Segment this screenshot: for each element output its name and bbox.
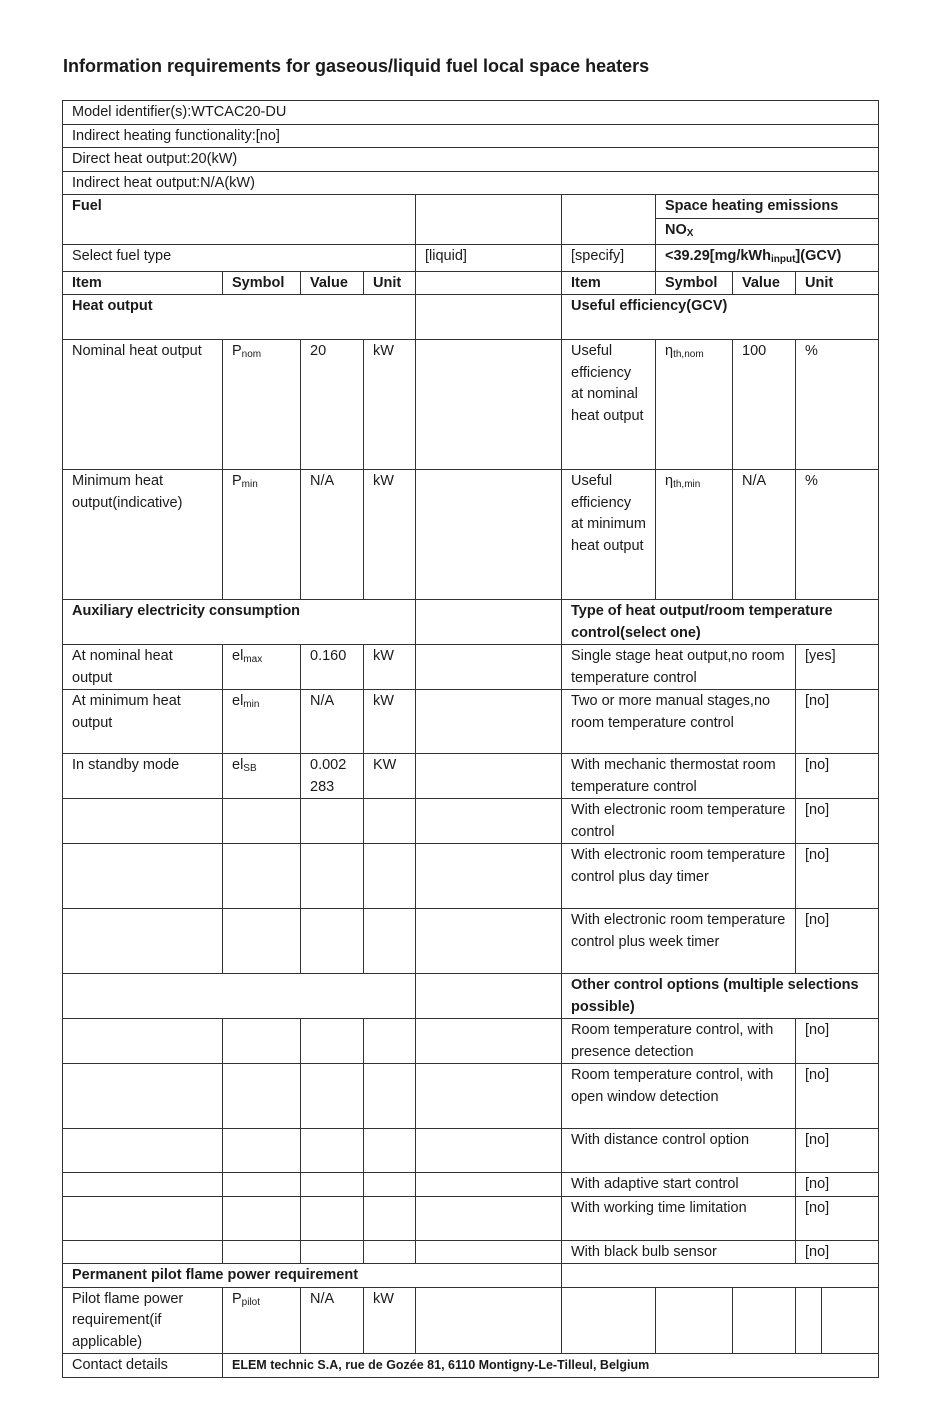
minimum-efficiency-value: N/A (733, 470, 796, 600)
row-blank (416, 844, 562, 909)
aux-value: 0.002 283 (301, 754, 364, 799)
control-option-value: [yes] (796, 645, 879, 690)
blank-cell (223, 1064, 301, 1129)
blank-cell (223, 799, 301, 844)
contact-details-label: Contact details (63, 1354, 223, 1378)
control-option-label: With mechanic thermostat room temperature control (562, 754, 796, 799)
fuel-label: Fuel (63, 195, 416, 245)
direct-heat-output: Direct heat output:20(kW) (63, 148, 879, 172)
row-blank (416, 799, 562, 844)
control-option-value: [no] (796, 799, 879, 844)
aux-unit: kW (364, 645, 416, 690)
other-control-label: With distance control option (562, 1129, 796, 1173)
blank-cell (63, 1240, 223, 1264)
minimum-heat-output-unit: kW (364, 470, 416, 600)
nominal-efficiency-value: 100 (733, 340, 796, 470)
blank-cell (301, 1019, 364, 1064)
minimum-heat-output-item: Minimum heat output(indicative) (63, 470, 223, 600)
control-type-label: Type of heat output/room temperature control(select one) (562, 600, 879, 645)
header-symbol: Symbol (223, 271, 301, 295)
other-control-label: Room temperature control, with presence detection (562, 1019, 796, 1064)
header-unit-2: Unit (796, 271, 879, 295)
nominal-heat-output-unit: kW (364, 340, 416, 470)
minimum-heat-output-value: N/A (301, 470, 364, 600)
blank-cell (364, 1240, 416, 1264)
information-table (62, 100, 879, 1378)
blank-cell (63, 844, 223, 909)
blank-cell (301, 1240, 364, 1264)
other-controls-blank (63, 974, 416, 1019)
pilot-blank (796, 1287, 822, 1354)
aux-item: At minimum heat output (63, 690, 223, 754)
nox-label: $NO_X$ (656, 218, 879, 245)
blank-cell (63, 1019, 223, 1064)
blank-cell (223, 1240, 301, 1264)
aux-value: 0.160 (301, 645, 364, 690)
blank-cell (301, 1196, 364, 1240)
blank-cell (301, 844, 364, 909)
pilot-blank (822, 1287, 879, 1354)
minimum-blank (416, 470, 562, 600)
blank-cell (63, 1196, 223, 1240)
header-item: Item (63, 271, 223, 295)
header-symbol-2: Symbol (656, 271, 733, 295)
pilot-flame-item: Pilot flame power requirement(if applicable) (63, 1287, 223, 1354)
nominal-efficiency-item: Useful efficiency at nominal heat output (562, 340, 656, 470)
heat-output-blank (416, 295, 562, 340)
blank-cell (223, 1173, 301, 1197)
aux-symbol: $el_{min}$ (223, 690, 301, 754)
aux-value: N/A (301, 690, 364, 754)
specify-value: [specify] (562, 245, 656, 272)
header-blank (416, 271, 562, 295)
pilot-flame-symbol: $P_{pilot}$ (223, 1287, 301, 1354)
fuel-type-value: [liquid] (416, 245, 562, 272)
other-control-value: [no] (796, 1196, 879, 1240)
blank-cell (364, 799, 416, 844)
control-option-label: Two or more manual stages,no room temperature control (562, 690, 796, 754)
other-controls-label: Other control options (multiple selections possible) (562, 974, 879, 1019)
pilot-flame-unit: kW (364, 1287, 416, 1354)
nominal-efficiency-unit: % (796, 340, 879, 470)
blank-cell (364, 1129, 416, 1173)
blank-cell (364, 844, 416, 909)
blank-cell (364, 1196, 416, 1240)
pilot-blank (733, 1287, 796, 1354)
row-blank (416, 1240, 562, 1264)
blank-cell (223, 1019, 301, 1064)
other-control-label: Room temperature control, with open window detection (562, 1064, 796, 1129)
row-blank (416, 690, 562, 754)
other-control-value: [no] (796, 1240, 879, 1264)
blank-cell (301, 909, 364, 974)
blank-cell (223, 1129, 301, 1173)
blank-cell (63, 909, 223, 974)
pilot-blank (416, 1287, 562, 1354)
header-value-2: Value (733, 271, 796, 295)
blank-cell (301, 1173, 364, 1197)
blank-cell (364, 1173, 416, 1197)
pilot-blank (656, 1287, 733, 1354)
header-unit: Unit (364, 271, 416, 295)
nominal-blank (416, 340, 562, 470)
row-blank (416, 1173, 562, 1197)
page-title: Information requirements for gaseous/liquid fuel local space heaters (63, 56, 650, 76)
minimum-efficiency-item: Useful efficiency at minimum heat output (562, 470, 656, 600)
blank-cell (364, 1019, 416, 1064)
row-blank (416, 974, 562, 1019)
control-option-value: [no] (796, 754, 879, 799)
other-control-value: [no] (796, 1064, 879, 1129)
heat-output-label: Heat output (63, 295, 416, 340)
control-option-value: [no] (796, 844, 879, 909)
other-control-value: [no] (796, 1129, 879, 1173)
blank-cell (301, 1129, 364, 1173)
fuel-blank (416, 195, 562, 245)
minimum-heat-output-symbol: $P_{min}$ (223, 470, 301, 600)
row-blank (416, 754, 562, 799)
select-fuel-type-label: Select fuel type (63, 245, 416, 272)
other-control-label: With adaptive start control (562, 1173, 796, 1197)
header-item-2: Item (562, 271, 656, 295)
auxiliary-electricity-label: Auxiliary electricity consumption (63, 600, 416, 645)
blank-cell (301, 799, 364, 844)
blank-cell (364, 909, 416, 974)
row-blank (416, 645, 562, 690)
blank-cell (63, 1173, 223, 1197)
blank-cell (223, 1196, 301, 1240)
indirect-heat-output: Indirect heat output:N/A(kW) (63, 171, 879, 195)
row-blank (416, 1019, 562, 1064)
control-option-label: Single stage heat output,no room temperature control (562, 645, 796, 690)
minimum-efficiency-symbol: $\eta_{th,min}$ (656, 470, 733, 600)
blank-cell (63, 1064, 223, 1129)
aux-unit: KW (364, 754, 416, 799)
other-control-label: With working time limitation (562, 1196, 796, 1240)
blank-cell (223, 909, 301, 974)
nominal-efficiency-symbol: $\eta_{th,nom}$ (656, 340, 733, 470)
aux-symbol: $el_{max}$ (223, 645, 301, 690)
blank-cell (364, 1064, 416, 1129)
row-blank (416, 1064, 562, 1129)
row-blank (416, 909, 562, 974)
useful-efficiency-label: Useful efficiency(GCV) (562, 295, 879, 340)
blank-cell (63, 1129, 223, 1173)
control-option-label: With electronic room temperature control plus day timer (562, 844, 796, 909)
aux-item: At nominal heat output (63, 645, 223, 690)
pilot-flame-label: Permanent pilot flame power requirement (63, 1264, 562, 1288)
aux-symbol: $el_{SB}$ (223, 754, 301, 799)
control-option-value: [no] (796, 690, 879, 754)
pilot-label-blank (562, 1264, 879, 1288)
pilot-flame-value: N/A (301, 1287, 364, 1354)
space-heating-emissions-header: Space heating emissions (656, 195, 879, 219)
aux-unit: kW (364, 690, 416, 754)
nominal-heat-output-value: 20 (301, 340, 364, 470)
control-option-value: [no] (796, 909, 879, 974)
row-blank (416, 1129, 562, 1173)
model-identifier: Model identifier(s):WTCAC20-DU (63, 101, 879, 125)
fuel-blank-2 (562, 195, 656, 245)
blank-cell (223, 844, 301, 909)
other-control-label: With black bulb sensor (562, 1240, 796, 1264)
blank-cell (63, 799, 223, 844)
other-control-value: [no] (796, 1019, 879, 1064)
control-option-label: With electronic room temperature control plus week timer (562, 909, 796, 974)
pilot-blank (562, 1287, 656, 1354)
nox-emission-value: <39.29[mg/kWh$_{input}$](GCV) (656, 245, 879, 272)
contact-details-value: ELEM technic S.A, rue de Gozée 81, 6110 Montigny-Le-Tilleul, Belgium (223, 1354, 879, 1378)
indirect-heating-functionality: Indirect heating functionality:[no] (63, 124, 879, 148)
nominal-heat-output-item: Nominal heat output (63, 340, 223, 470)
nominal-heat-output-symbol: $P_{nom}$ (223, 340, 301, 470)
control-option-label: With electronic room temperature control (562, 799, 796, 844)
other-control-value: [no] (796, 1173, 879, 1197)
aux-item: In standby mode (63, 754, 223, 799)
blank-cell (301, 1064, 364, 1129)
minimum-efficiency-unit: % (796, 470, 879, 600)
row-blank (416, 1196, 562, 1240)
aux-blank (416, 600, 562, 645)
header-value: Value (301, 271, 364, 295)
